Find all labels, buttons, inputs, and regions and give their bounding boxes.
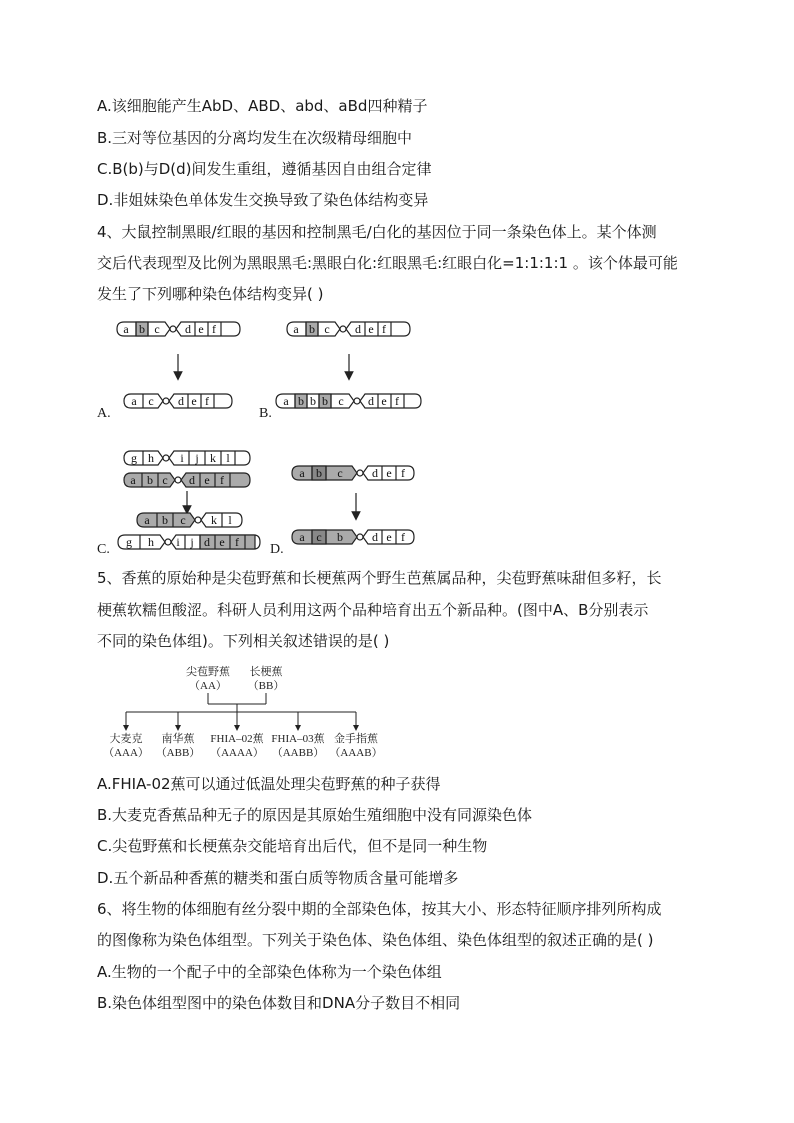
gene-d: d [372, 466, 378, 480]
q3-option-d: D.非姐妹染色单体发生交换导致了染色体结构变异 [97, 191, 429, 209]
gene-f: f [205, 394, 209, 408]
gene-k: k [211, 513, 217, 527]
gene-d: d [178, 394, 184, 408]
q4-option-d-label: D. [270, 542, 284, 557]
chromosome-d-before [292, 466, 414, 480]
offspring-name-3: FHIA–02蕉 [210, 733, 264, 745]
q5-option-d: D.五个新品种香蕉的糖类和蛋白质等物质含量可能增多 [97, 869, 459, 887]
gene-f: f [401, 466, 405, 480]
gene-d: d [372, 530, 378, 544]
q4-option-b-label: B. [259, 406, 272, 421]
gene-f: f [220, 473, 224, 487]
banana-breeding-diagram [0, 660, 794, 760]
gene-b: b [147, 473, 153, 487]
chromosome-c-before [124, 451, 250, 487]
gene-a: a [131, 394, 137, 408]
gene-l: l [226, 451, 230, 465]
q4-stem-line1: 4、大鼠控制黑眼/红眼的基因和控制黑毛/白化的基因位于同一条染色体上。某个体测 [97, 223, 657, 241]
chromosome-d-after [292, 530, 414, 544]
q6-stem-line2: 的图像称为染色体组型。下列关于染色体、染色体组、染色体组型的叙述正确的是( ) [97, 931, 654, 949]
gene-e: e [381, 394, 387, 408]
q4-chromosome-figure [0, 318, 794, 558]
gene-f: f [395, 394, 399, 408]
parent-name-1: 尖苞野蕉 [186, 666, 230, 678]
q3-option-c: C.B(b)与D(d)间发生重组，遵循基因自由组合定律 [97, 160, 432, 178]
gene-d: d [355, 322, 361, 336]
gene-l: l [228, 513, 232, 527]
parent-name-2: 长梗蕉 [249, 666, 283, 678]
q5-option-a: A.FHIA-02蕉可以通过低温处理尖苞野蕉的种子获得 [97, 775, 441, 793]
gene-e: e [191, 394, 197, 408]
gene-b: b [309, 322, 315, 336]
gene-b: b [310, 394, 316, 408]
q5-stem-line1: 5、香蕉的原始种是尖苞野蕉和长梗蕉两个野生芭蕉属品种，尖苞野蕉味甜但多籽，长 [97, 569, 662, 587]
gene-c: c [148, 394, 154, 408]
gene-a: a [283, 394, 289, 408]
gene-b: b [316, 466, 322, 480]
gene-d: d [185, 322, 191, 336]
chromosome-a-before [117, 322, 240, 336]
gene-i: i [180, 451, 184, 465]
gene-b: b [139, 322, 145, 336]
q5-stem-line3: 不同的染色体组)。下列相关叙述错误的是( ) [97, 632, 390, 650]
gene-f: f [212, 322, 216, 336]
gene-f: f [382, 322, 386, 336]
gene-a: a [299, 530, 305, 544]
gene-b: b [322, 394, 328, 408]
gene-c: c [180, 513, 186, 527]
gene-e: e [368, 322, 374, 336]
gene-a: a [130, 473, 136, 487]
offspring-genome-3: （AAAA） [210, 747, 264, 759]
gene-b: b [337, 530, 343, 544]
chromosome-b-before [287, 322, 410, 336]
gene-c: c [337, 466, 343, 480]
gene-j: j [195, 451, 199, 465]
offspring-name-2: 南华蕉 [161, 733, 195, 745]
offspring-genome-1: （AAA） [103, 747, 149, 759]
q3-option-b: B.三对等位基因的分离均发生在次级精母细胞中 [97, 129, 413, 147]
gene-f: f [401, 530, 405, 544]
gene-e: e [219, 535, 225, 549]
gene-d: d [189, 473, 195, 487]
gene-e: e [386, 530, 392, 544]
gene-e: e [198, 322, 204, 336]
offspring-name-4: FHIA–03蕉 [271, 733, 325, 745]
q5-stem-line2: 梗蕉软糯但酸涩。科研人员利用这两个品种培育出五个新品种。(图中A、B分别表示 [97, 601, 649, 619]
q5-option-c: C.尖苞野蕉和长梗蕉杂交能培育出后代，但不是同一种生物 [97, 837, 488, 855]
offspring-name-5: 金手指蕉 [334, 733, 378, 745]
q6-option-a: A.生物的一个配子中的全部染色体称为一个染色体组 [97, 963, 442, 981]
gene-b: b [298, 394, 304, 408]
gene-h: h [148, 451, 154, 465]
gene-a: a [144, 513, 150, 527]
gene-d: d [204, 535, 210, 549]
gene-j: j [190, 535, 194, 549]
gene-c: c [162, 473, 168, 487]
offspring-genome-4: （AABB） [271, 747, 325, 759]
gene-c: c [154, 322, 160, 336]
q6-option-b: B.染色体组型图中的染色体数目和DNA分子数目不相同 [97, 994, 461, 1012]
q4-stem-line3: 发生了下列哪种染色体结构变异( ) [97, 285, 324, 303]
gene-e: e [204, 473, 210, 487]
offspring-genome-5: （AAAB） [329, 747, 383, 759]
parent-genome-2: （BB） [247, 680, 285, 692]
offspring-name-1: 大麦克 [109, 733, 143, 745]
gene-b: b [162, 513, 168, 527]
gene-c: c [338, 394, 344, 408]
gene-a: a [293, 322, 299, 336]
gene-g: g [126, 535, 132, 549]
gene-c: c [316, 530, 322, 544]
gene-a: a [123, 322, 129, 336]
gene-i: i [176, 535, 180, 549]
gene-f: f [235, 535, 239, 549]
gene-c: c [324, 322, 330, 336]
parent-genome-1: （AA） [189, 680, 227, 692]
q4-option-a-label: A. [97, 406, 111, 421]
q4-stem-line2: 交后代表现型及比例为黑眼黑毛:黑眼白化:红眼黑毛:红眼白化=1:1:1:1 。该个体最可能 [97, 254, 678, 272]
offspring-genome-2: （ABB） [155, 747, 201, 759]
gene-h: h [148, 535, 154, 549]
q5-option-b: B.大麦克香蕉品种无子的原因是其原始生殖细胞中没有同源染色体 [97, 806, 533, 824]
gene-g: g [131, 451, 137, 465]
gene-k: k [210, 451, 216, 465]
gene-e: e [386, 466, 392, 480]
gene-a: a [299, 466, 305, 480]
gene-d: d [368, 394, 374, 408]
q3-option-a: A.该细胞能产生AbD、ABD、abd、aBd四种精子 [97, 97, 428, 115]
q6-stem-line1: 6、将生物的体细胞有丝分裂中期的全部染色体，按其大小、形态特征顺序排列所构成 [97, 900, 662, 918]
q4-option-c-label: C. [97, 542, 110, 557]
